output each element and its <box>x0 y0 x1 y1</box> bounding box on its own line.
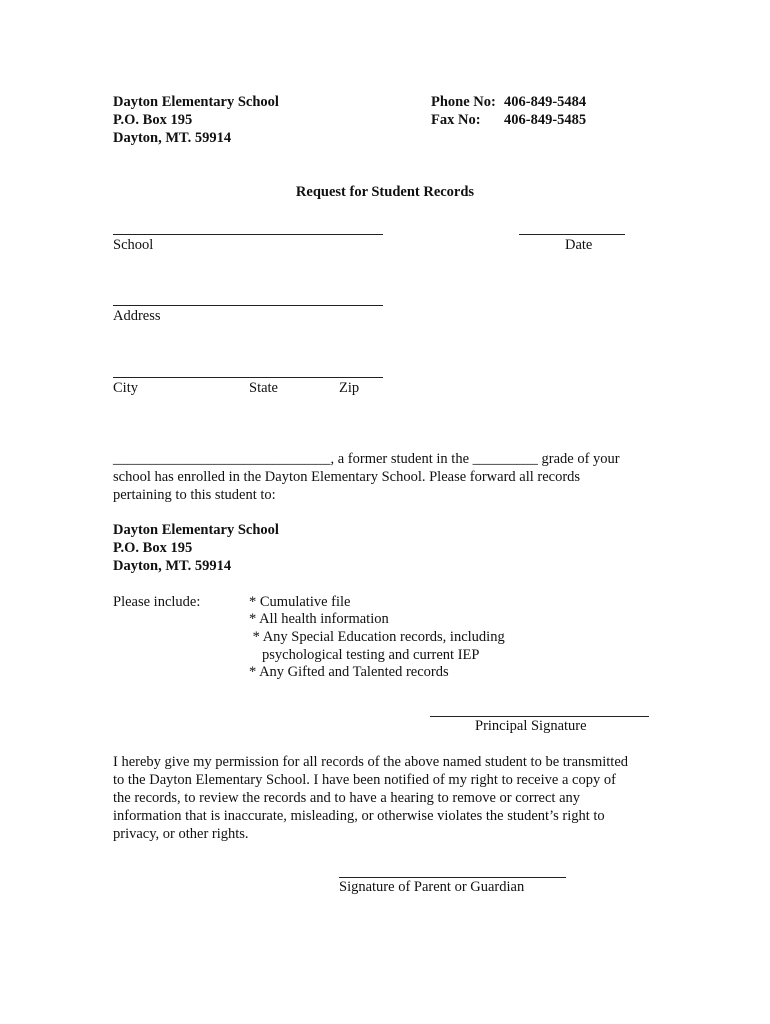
please-include-label: Please include: <box>113 594 201 610</box>
date-field-line[interactable] <box>519 234 625 235</box>
include-item-special-ed: * Any Special Education records, including <box>249 629 505 645</box>
student-name-line[interactable] <box>113 451 620 468</box>
forward-city-state-zip: Dayton, MT. 59914 <box>113 558 232 574</box>
permission-line-1: I hereby give my permission for all records of the above named student to be transmitted <box>113 754 629 770</box>
include-item-cumulative: * Cumulative file <box>249 594 351 610</box>
permission-line-3: the records, to review the records and to have a hearing to remove or correct any <box>113 790 581 806</box>
page-title: Request for Student Records <box>295 184 475 200</box>
include-item-health: * All health information <box>249 611 389 627</box>
zip-label: Zip <box>339 380 360 396</box>
city-label: City <box>113 380 138 396</box>
forward-school-name: Dayton Elementary School <box>113 522 279 538</box>
header-city-state-zip: Dayton, MT. 59914 <box>113 130 232 146</box>
city-state-zip-field-line[interactable] <box>113 377 383 378</box>
forward-po-box: P.O. Box 195 <box>113 540 193 556</box>
principal-signature-label: Principal Signature <box>475 718 587 734</box>
school-label: School <box>113 237 154 253</box>
include-item-special-ed-cont: psychological testing and current IEP <box>262 647 480 663</box>
body-line-3: pertaining to this student to: <box>113 487 276 503</box>
parent-signature-label: Signature of Parent or Guardian <box>339 879 525 895</box>
permission-line-2: to the Dayton Elementary School. I have been notified of my right to receive a copy of <box>113 772 616 788</box>
parent-signature-line[interactable] <box>339 877 566 878</box>
header-school-name: Dayton Elementary School <box>113 94 279 110</box>
permission-line-5: privacy, or other rights. <box>113 826 249 842</box>
school-field-line[interactable] <box>113 234 383 235</box>
state-label: State <box>249 380 278 396</box>
fax-value: 406-849-5485 <box>504 112 587 128</box>
phone-label: Phone No: <box>431 94 496 110</box>
student-name-blank[interactable]: ______________________________ <box>113 451 331 467</box>
address-label: Address <box>113 308 161 324</box>
phone-value: 406-849-5484 <box>504 94 587 110</box>
fax-label: Fax No: <box>431 112 481 128</box>
address-field-line[interactable] <box>113 305 383 306</box>
former-student-text: , a former student in the _________ grade of your <box>330 451 620 467</box>
permission-line-4: information that is inaccurate, misleading, or otherwise violates the student’s right to <box>113 808 605 824</box>
header-po-box: P.O. Box 195 <box>113 112 193 128</box>
include-item-gifted: * Any Gifted and Talented records <box>249 664 449 680</box>
principal-signature-line[interactable] <box>430 716 649 717</box>
date-label: Date <box>565 237 593 253</box>
body-line-2: school has enrolled in the Dayton Elementary School. Please forward all records <box>113 469 581 485</box>
